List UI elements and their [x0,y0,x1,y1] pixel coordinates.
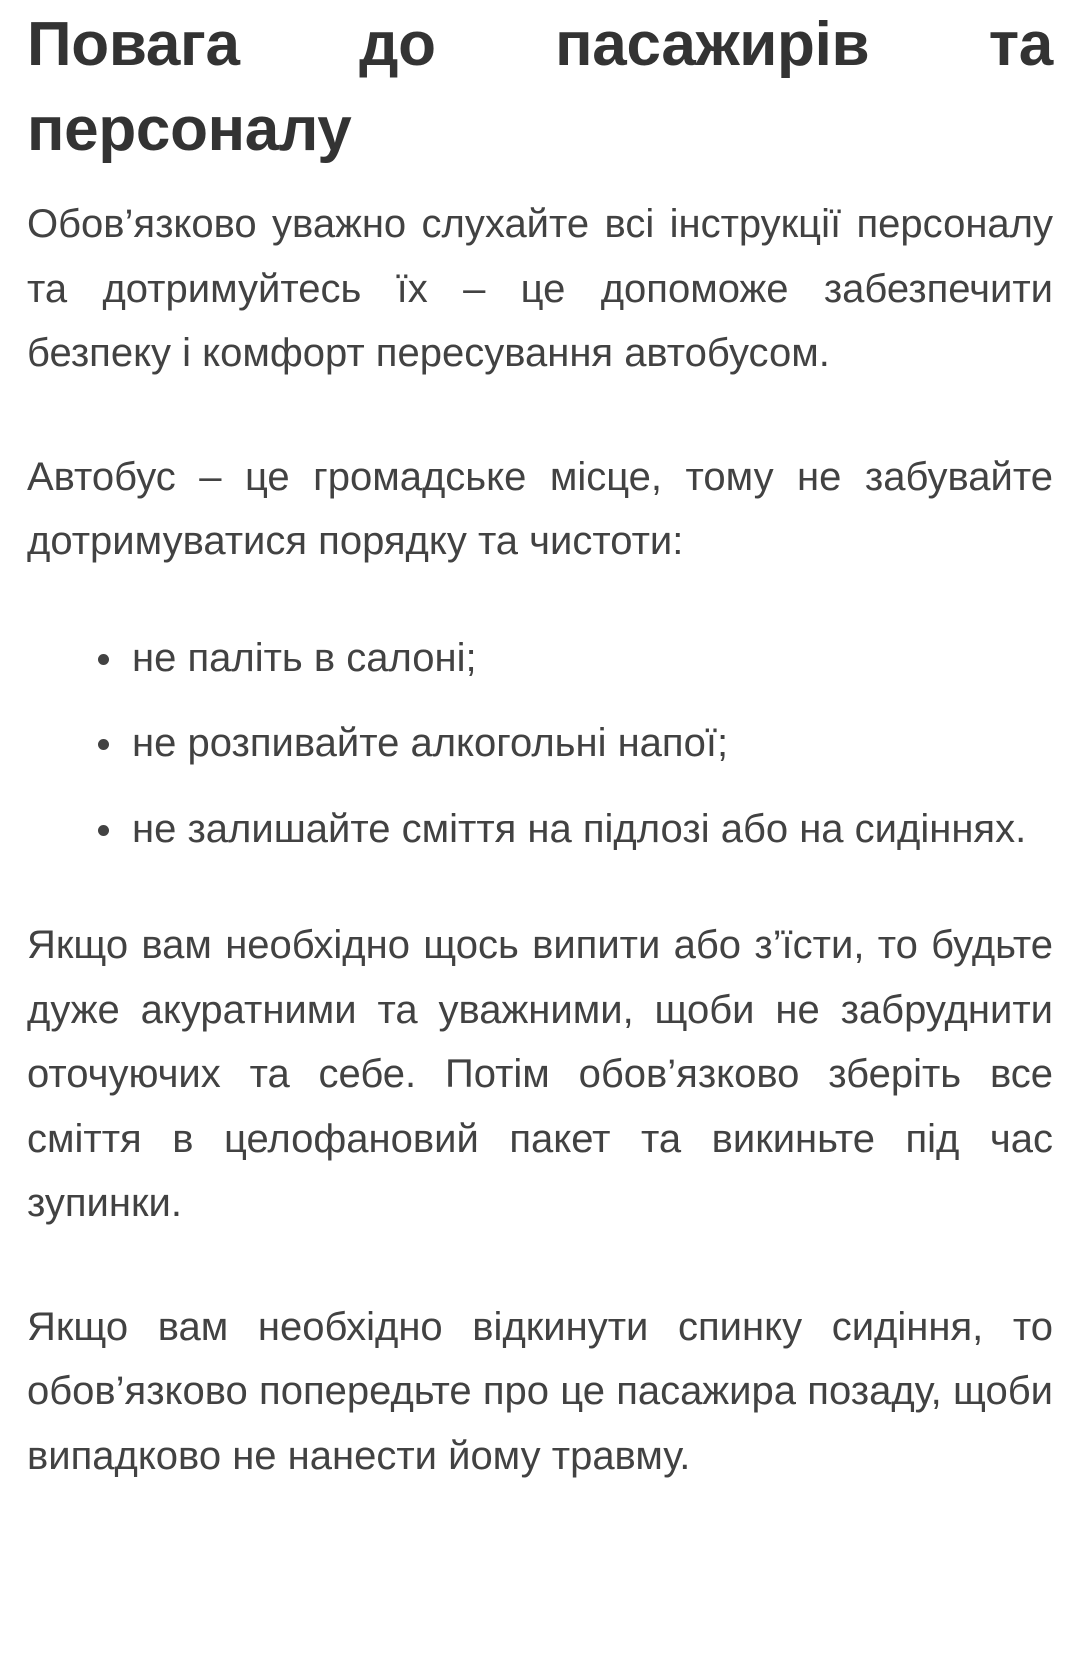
bullet-icon [98,825,109,836]
list-item-text: не паліть в салоні; [132,635,477,680]
list-item [132,711,1053,776]
paragraph-instructions: Обов’язково уважно слухайте всі інструкції персоналу та дотримуйтесь їх – це допоможе забезпечити безпеку і комфорт пересування автобусом. [27,202,1053,375]
bullet-icon [98,739,109,750]
list-item-text: не розпивайте алкогольні напої; [132,721,729,765]
paragraph-seat-recline: Якщо вам необхідно відкинути спинку сидіння, то обов’язково попередьте про це пасажира позаду, щоби випадково не нанести йому травму. [27,1304,1053,1478]
list-item-text: не залишайте сміття на підлозі або на сидіннях. [132,806,1027,851]
article-title: Повага до пасажирів та персоналу [27,10,1053,164]
list-item [132,797,1053,862]
paragraph-public-place: Автобус – це громадське місце, тому не забувайте дотримуватися порядку та чистоти: [27,454,1053,563]
article [27,0,1053,1488]
bullet-icon [98,654,109,665]
paragraph-eating: Якщо вам необхідно щось випити або з’їсти, то будьте дуже акуратними та уважними, щоби не забруднити оточуючих та себе. Потім обов’язково зберіть все сміття в целофановий пакет та викиньте під час зупинки. [27,923,1053,1225]
list-item [132,626,1053,691]
rules-list [27,626,1053,862]
